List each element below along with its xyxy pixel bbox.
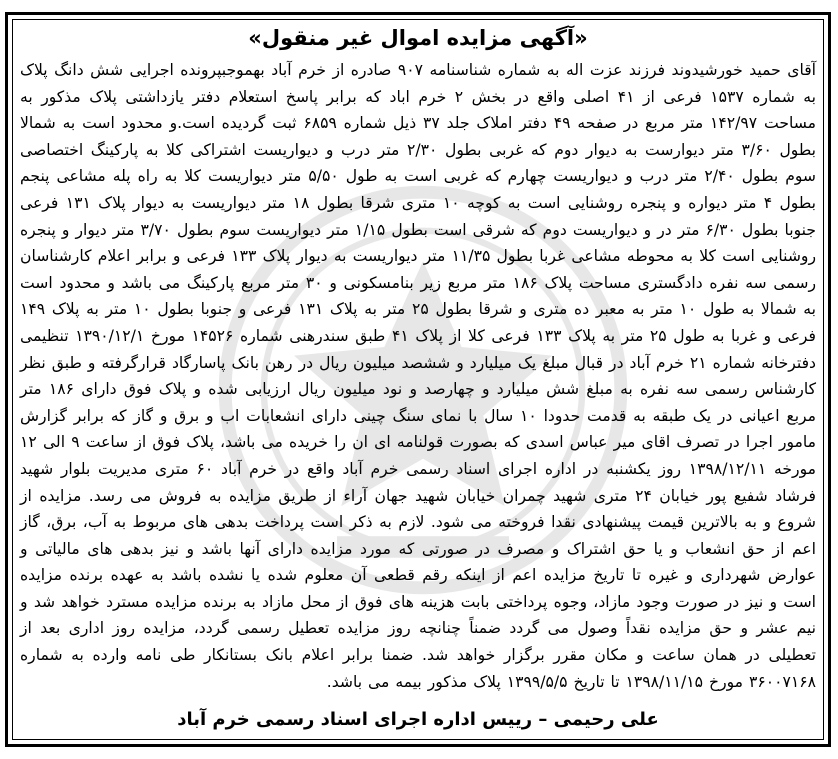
notice-body: آقای حمید خورشیدوند فرزند عزت اله به شماره شناسنامه ۹۰۷ صادره از خرم آباد بهموجبپرونده اجرایی شش دانگ پلاک به شماره ۱۵۳۷ فرعی از ۴۱ اصلی واقع در بخش ۲ خرم اباد که برابر پاسخ استعلام دفتر یازداشتی پلاک مذکور به مساحت ۱۴۲/۹۷ متر مربع در صفحه ۴۹ دفتر املاک جلد ۳۷ ذیل شماره ۶۸۵۹ ثبت گردیده است.و محدود است به شمالا بطول ۳/۶۰ متر دیوارست به دیوار دوم که غربی بطول ۲/۳۰ متر درب و دیواریست اشتراکی کلا به پارکینگ اختصاصی سوم بطول ۲/۴۰ متر درب و دیواریست چهارم که غربی است به طول ۵/۵۰ متر دیواریست کلا به راه پله مشاعی پنجم بطول ۴ متر دیواره و پنجره روشنایی است به کوچه ۱۰ متری شرقا بطول ۱۸ متر دیواریست به دیوار پلاک ۱۳۱ فرعی جنوبا بطول ۶/۳۰ متر در و دیواریست دوم که شرقی است بطول ۱/۱۵ متر دیواریست سوم بطول ۳/۷۰ متر دیوار و پنجره روشنایی است کلا به محوطه مشاعی غربا بطول ۱۱/۳۵ متر دیواریست به دیوار پلاک ۱۳۳ فرعی و برابر اعلام کارشناسان رسمی سه نفره دادگستری مساحت پلاک ۱۸۶ متر مربع زیر بنامسکونی و ۳۰ متر مربع پارکینگ می باشد و محدود است به شمالا به طول ۱۰ متر به معبر ده متری و شرقا بطول ۲۵ متر به پلاک ۱۳۱ فرعی و جنوبا بطول ۱۰ متر به پلاک ۱۴۹ فرعی و غربا به طول ۲۵ متر به پلاک ۱۳۳ فرعی کلا از پلاک ۴۱ طبق سندرهنی شماره ۱۴۵۲۶ مورخ ۱۳۹۰/۱۲/۱ تنظیمی دفترخانه شماره ۲۱ خرم آباد در قبال مبلغ یک میلیارد و ششصد میلیون ریال در رهن بانک پاسارگاد قرارگرفته و طبق نظر کارشناس رسمی سه نفره به مبلغ شش میلیارد و چهارصد و نود میلیون ریال ارزیابی شده و پلاک فوق دارای ۱۸۶ متر مربع اعیانی در یک طبقه به قدمت حدودا ۱۰ سال با نمای سنگ چینی دارای انشعابات اب و برق و گاز که برابر گزارش مامور اجرا در تصرف اقای میر عباس اسدی که بصورت قولنامه ای ان را خریده می باشد، پلاک فوق از ساعت ۹ الی ۱۲ مورخه ۱۳۹۸/۱۲/۱۱ روز یکشنبه در اداره اجرای اسناد رسمی خرم آباد واقع در خرم آباد ۶۰ متری مدیریت بلوار شهید فرشاد شفیع پور خیابان ۲۴ متری شهید چمران خیابان شهید جهان آراء از طریق مزایده به فروش می رسد. مزایده از شروع و به بالاترین قیمت پیشنهادی نقدا فروخته می شود. لازم به ذکر است پرداخت بدهی های مربوط به آب، برق، گاز اعم از حق انشعاب و یا حق اشتراک و مصرف در صورتی که مورد مزایده دارای آنها باشد و نیز بدهی های مالیاتی و عوارض شهرداری و غیره تا تاریخ مزایده اعم از اینکه رقم قطعی آن معلوم شده یا نشده باشد به عهده برنده مزایده است و نیز در صورت وجود مازاد، وجوه پرداختی بابت هزینه های فوق از محل مازاد به برنده مزایده مسترد خواهد شد و نیم عشر و حق مزایده نقداً وصول می گردد ضمناً چنانچه روز مزایده تعطیل رسمی گردد، مزایده روز اداری بعد از تعطیلی در همان ساعت و مکان مقرر برگزار خواهد شد. ضمنا برابر اعلام بانک بستانکار طی نامه وارده به شماره ۳۶۰۰۷۱۶۸ مورخ ۱۳۹۸/۱۱/۱۵ تا تاریخ ۱۳۹۹/۵/۵ پلاک مذکور بیمه می باشد. (20, 61, 817, 691)
notice-frame (5, 12, 831, 747)
notice-title: «آگهی مزایده اموال غیر منقول» (248, 26, 588, 50)
notice-signature: علی رحیمی – رییس اداره اجرای اسناد رسمی خرم آباد (177, 709, 659, 730)
